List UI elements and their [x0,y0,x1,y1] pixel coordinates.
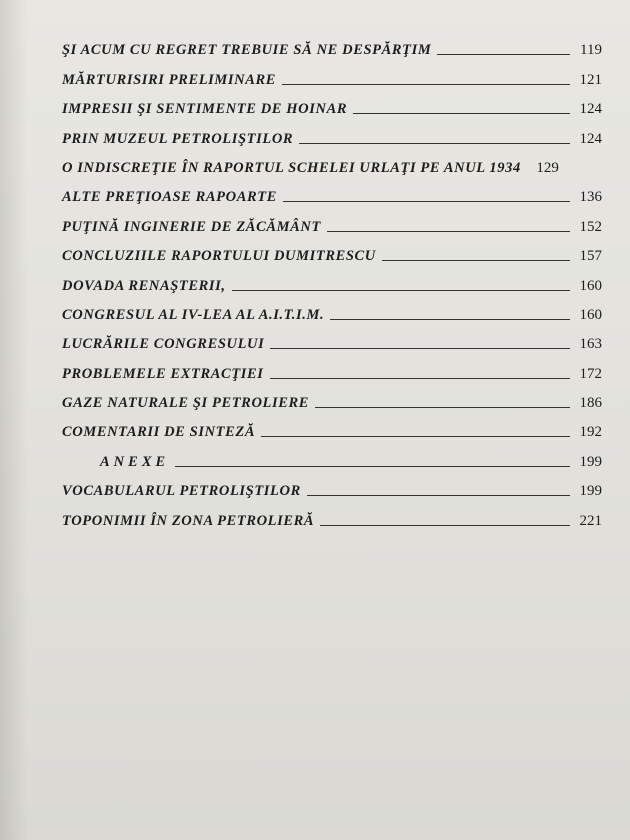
toc-leader-line [282,84,570,85]
toc-entry [62,118,602,147]
toc-entry-title: PRIN MUZEUL PETROLIŞTILOR [62,130,294,147]
toc-entry-page: 157 [579,248,602,265]
toc-entry-page: 152 [579,218,602,235]
toc-entry-page: 119 [580,42,602,59]
toc-entry-page: 124 [579,101,602,118]
toc-entry-page: 172 [579,365,602,382]
toc-entry [62,177,602,206]
toc-entry [62,265,602,294]
toc-entry [62,471,602,500]
page-binding-shadow [0,0,28,840]
toc-entry-title: MĂRTURISIRI PRELIMINARE [62,71,277,88]
toc-entry [62,206,602,235]
toc-entry-title: DOVADA RENAŞTERII, [62,277,226,294]
toc-entry [62,148,602,177]
toc-entry [62,324,602,353]
toc-entry-page: 221 [579,512,602,529]
toc-entry-title: ŞI ACUM CU REGRET TREBUIE SĂ NE DESPĂRŢIM [62,42,432,59]
toc-entry-page: 160 [579,306,602,323]
toc-leader-line [299,143,570,144]
toc-entry [62,295,602,324]
toc-entry-page: 163 [579,336,602,353]
toc-entry-title: CONCLUZIILE RAPORTULUI DUMITRESCU [62,248,376,265]
toc-entry [62,412,602,441]
toc-entry-title: PROBLEMELE EXTRACŢIEI [62,365,264,382]
toc-entry-title: GAZE NATURALE ŞI PETROLIERE [62,395,310,412]
toc-leader-line [382,260,570,261]
toc-leader-line [353,113,570,114]
toc-entry-title: VOCABULARUL PETROLIŞTILOR [62,483,301,500]
toc-leader-line [175,466,570,467]
toc-leader-line [330,319,570,320]
toc-entry-page: 129 [536,159,559,176]
toc-entry [62,383,602,412]
toc-leader-line [283,201,570,202]
toc-entry-page: 160 [579,277,602,294]
toc-leader-line [320,525,570,526]
toc-entry-page: 124 [579,130,602,147]
toc-entry-title: O INDISCREŢIE ÎN RAPORTUL SCHELEI URLAŢI PE ANUL 1934 [62,159,521,176]
toc-entry-page: 136 [579,189,602,206]
toc-entry-page: 121 [579,71,602,88]
toc-entry-page: 199 [579,483,602,500]
toc-leader-line [307,495,570,496]
toc-entry-page: 192 [579,424,602,441]
toc-entry-title: PUŢINĂ INGINERIE DE ZĂCĂMÂNT [62,218,321,235]
toc-entry [62,353,602,382]
toc-entry-page: 186 [579,395,602,412]
toc-entry [62,30,602,59]
toc-leader-line [327,231,570,232]
toc-entry-title: LUCRĂRILE CONGRESULUI [62,336,265,353]
toc-entry [62,89,602,118]
toc-entry-page: 199 [579,453,602,470]
toc-leader-line [315,407,570,408]
toc-entry [62,59,602,88]
toc-leader-line [270,378,570,379]
toc-entry-title: ALTE PREŢIOASE RAPOARTE [62,189,277,206]
toc-leader-line [261,436,570,437]
toc-entry-title: IMPRESII ŞI SENTIMENTE DE HOINAR [62,101,348,118]
toc-leader-line [232,290,570,291]
toc-leader-line [437,54,570,55]
toc-entry [62,236,602,265]
toc-entry-anexe [62,441,602,470]
toc-entry [62,500,602,529]
toc-entry-title: CONGRESUL AL IV-LEA AL A.I.T.I.M. [62,306,325,323]
table-of-contents [62,30,602,530]
toc-leader-line [270,348,570,349]
toc-entry-title: COMENTARII DE SINTEZĂ [62,424,256,441]
toc-entry-title: ANEXE [100,453,170,470]
toc-entry-title: TOPONIMII ÎN ZONA PETROLIERĂ [62,512,315,529]
